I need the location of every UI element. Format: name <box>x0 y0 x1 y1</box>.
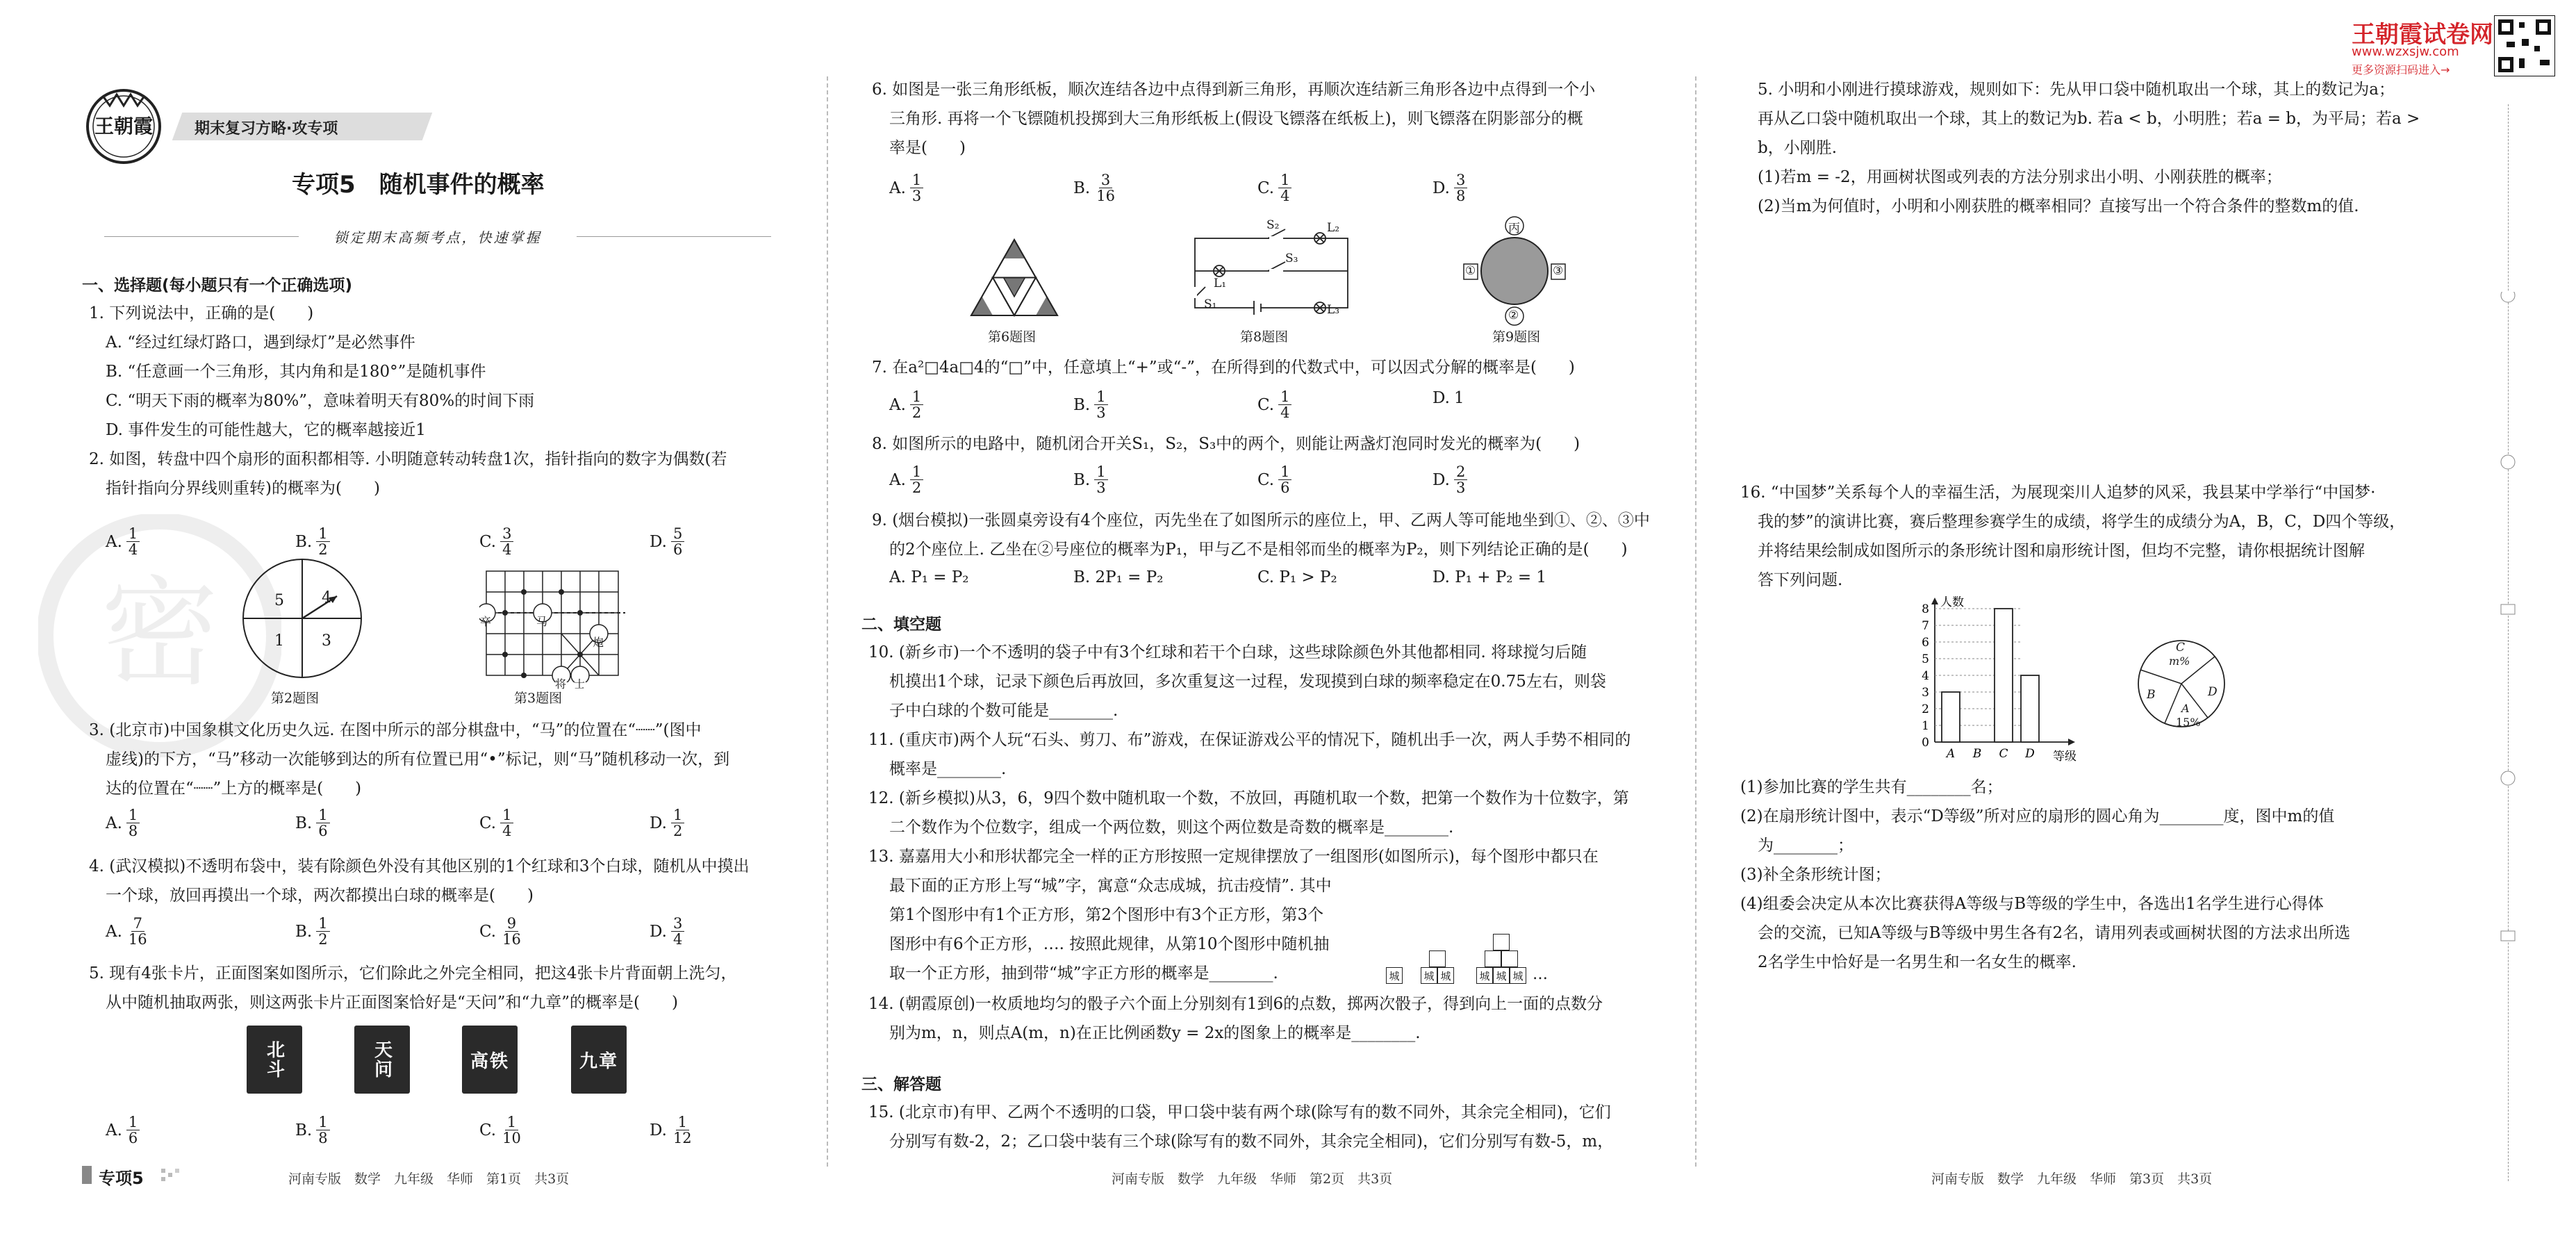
option-letter: A. <box>889 395 906 414</box>
chess-piece-jiang: 将 <box>555 677 567 691</box>
q16-sub-4a: (4)组委会决定从本次比赛获得A等级与B等级的学生中，各选出1名学生进行心得体 <box>1740 895 2324 913</box>
x-axis-label: 等级 <box>2053 750 2077 764</box>
q8-option-c <box>1257 464 1291 495</box>
y-tick-label: 7 <box>1922 619 1929 633</box>
option-fraction <box>500 916 523 947</box>
q13-line-2: 最下面的正方形上写“城”字，寓意“众志成城，抗击疫情”. 其中 <box>889 877 1332 895</box>
q13-line-5: 取一个正方形，抽到带“城”字正方形的概率是________. <box>889 964 1278 982</box>
option-fraction <box>910 464 923 495</box>
chess-piece-ma: 马 <box>536 615 548 628</box>
option-fraction <box>126 1114 140 1146</box>
pattern-square <box>1501 950 1518 967</box>
q3-line-1: 3. (北京市)中国象棋文化历史久远. 在图中所示的部分棋盘中，“马”的位置在“┈┈”(图中 <box>89 721 702 739</box>
q9-option-a: A. P₁ = P₂ <box>889 568 969 586</box>
q6-option-b <box>1073 172 1117 204</box>
option-fraction <box>316 916 329 947</box>
fraction-denominator: 3 <box>1096 479 1106 496</box>
seat-1: ① <box>1465 264 1476 278</box>
pattern-square <box>1493 934 1510 950</box>
fraction-denominator: 16 <box>502 931 521 948</box>
q8-option-d <box>1433 464 1467 495</box>
option-fraction <box>500 1114 523 1146</box>
pie-label-15: 15% <box>2176 716 2201 729</box>
pattern-ellipsis: … <box>1533 966 1548 983</box>
option-fraction <box>910 172 923 204</box>
fraction-numerator: 1 <box>316 916 329 932</box>
card-1 <box>247 1026 302 1094</box>
fraction-numerator: 1 <box>316 526 329 542</box>
option-value: 1 <box>1453 389 1464 407</box>
spinner-label-4: 4 <box>322 589 331 607</box>
fig2-caption: 第2题图 <box>271 691 320 706</box>
q11-line-1: 11. (重庆市)两个人玩“石头、剪刀、布”游戏，在保证游戏公平的情况下，随机出手一次，两人手势不相同的 <box>868 731 1631 749</box>
chess-piece-zu: 卒 <box>480 615 492 628</box>
option-letter: D. <box>1433 470 1450 489</box>
option-fraction <box>126 916 149 947</box>
card-3 <box>462 1026 518 1094</box>
brand-logo <box>82 83 165 167</box>
option-letter: A. <box>106 1121 122 1139</box>
fraction-numerator: 1 <box>126 526 140 542</box>
option-fraction <box>1094 464 1107 495</box>
spinner-label-1: 1 <box>274 632 284 650</box>
y-tick-label: 2 <box>1922 702 1929 716</box>
footer-page-2: 河南专版 数学 九年级 华师 第2页 共3页 <box>1112 1171 1393 1187</box>
q7-option-c <box>1257 389 1291 420</box>
y-tick-label: 5 <box>1922 652 1929 666</box>
q3-option-c <box>479 807 513 839</box>
q16-sub-4c: 2名学生中恰好是一名男生和一名女生的概率. <box>1758 953 2077 971</box>
fraction-denominator: 4 <box>502 823 512 839</box>
q15-cont-line-2: 再从乙口袋中随机取出一个球，其上的数记为b. 若a < b，小明胜；若a = b，为平局；若a > <box>1758 110 2420 128</box>
fraction-denominator: 4 <box>128 541 138 558</box>
pie-label-m: m% <box>2169 655 2190 668</box>
fraction-numerator: 1 <box>316 807 329 823</box>
circuit-label-l2: L₂ <box>1327 221 1340 235</box>
q10-line-1: 10. (新乡市)一个不透明的袋子中有3个红球和若干个白球，这些球除颜色外其他都相同. 将球搅匀后随 <box>868 643 1587 661</box>
q5-line-2: 从中随机抽取两张，则这两张卡片正面图案恰好是“天问”和“九章”的概率是( ) <box>106 994 678 1012</box>
fraction-numerator: 3 <box>500 526 513 542</box>
q9-option-d: D. P₁ + P₂ = 1 <box>1433 568 1547 586</box>
option-letter: A. <box>889 470 906 489</box>
fraction-numerator: 1 <box>1278 464 1291 480</box>
q9-option-c: C. P₁ > P₂ <box>1257 568 1337 586</box>
q9-line-1: 9. (烟台模拟)一张圆桌旁设有4个座位，丙先坐在了如图所示的座位上，甲、乙两人等可能地坐到①、②、③中 <box>872 511 1650 529</box>
option-letter: B. <box>295 922 313 941</box>
option-letter: B. <box>1073 179 1091 197</box>
card-label: 九章 <box>579 1051 618 1072</box>
fraction-numerator: 1 <box>676 1114 689 1130</box>
q4-line-1: 4. (武汉模拟)不透明布袋中，装有除颜色外没有其他区别的1个红球和3个白球，随机从中摸出 <box>89 857 750 875</box>
fig6-caption: 第6题图 <box>988 329 1037 345</box>
x-tick-label: A <box>1946 747 1956 761</box>
circuit-label-s1: S₁ <box>1204 297 1217 311</box>
fraction-denominator: 2 <box>672 823 683 839</box>
option-letter: A. <box>106 922 122 941</box>
spinner-label-3: 3 <box>322 632 331 650</box>
q3-option-b <box>295 807 330 839</box>
footer-page-3: 河南专版 数学 九年级 华师 第3页 共3页 <box>1931 1171 2213 1187</box>
y-tick-label: 4 <box>1922 669 1929 683</box>
q16-line-2: 我的梦”的演讲比赛，赛后整理参赛学生的成绩，将学生的成绩分为A，B，C，D四个等级， <box>1758 513 2406 531</box>
circuit-label-s2: S₂ <box>1266 218 1280 232</box>
pie-label-b: B <box>2147 688 2156 702</box>
fraction-denominator: 2 <box>911 479 922 496</box>
q16-line-3: 并将结果绘制成如图所示的条形统计图和扇形统计图，但均不完整，请你根据统计图解 <box>1758 542 2365 560</box>
option-letter: D. <box>650 814 667 832</box>
y-tick-label: 8 <box>1922 602 1929 616</box>
q4-option-c <box>479 916 523 947</box>
q10-line-2: 机摸出1个球，记录下颜色后再放回，多次重复这一过程，发现摸到白球的频率稳定在0.75左右，则袋 <box>889 673 1606 691</box>
q13-line-4: 图形中有6个正方形，…. 按照此规律，从第10个图形中随机抽 <box>889 935 1330 953</box>
watermark-note: 更多资源扫码进入→ <box>2352 63 2450 76</box>
fraction-numerator: 7 <box>131 916 145 932</box>
option-fraction <box>500 807 513 839</box>
brand-sub: 期末复习方略·攻专项 <box>195 120 338 138</box>
page-title: 专项5 随机事件的概率 <box>292 171 545 199</box>
q1-option-b: B. “任意画一个三角形，其内角和是180°”是随机事件 <box>106 363 486 381</box>
option-letter: B. <box>295 814 313 832</box>
column-divider-1 <box>827 76 828 1167</box>
q5-option-b <box>295 1114 330 1146</box>
spinner-figure <box>240 556 365 681</box>
fraction-denominator: 2 <box>318 541 328 558</box>
circuit-label-s3: S₃ <box>1285 252 1298 265</box>
fraction-denominator: 12 <box>672 1130 692 1146</box>
bar-C <box>1995 609 2013 742</box>
fraction-numerator: 5 <box>671 526 684 542</box>
tagline <box>104 229 771 246</box>
q3-line-2: 虚线)的下方，“马”移动一次能够到达的所有位置已用“•”标记，则“马”随机移动一次，到 <box>106 750 730 768</box>
pie-chart <box>2133 634 2230 738</box>
circuit-label-l1: L₁ <box>1214 277 1227 290</box>
q10-line-3: 子中白球的个数可能是________. <box>889 702 1118 720</box>
q5-option-a <box>106 1114 140 1146</box>
pattern-square <box>1429 950 1446 967</box>
fraction-numerator: 1 <box>126 807 140 823</box>
option-letter: B. <box>1073 470 1091 489</box>
watermark-site: 王朝霞试卷网 <box>2352 21 2493 49</box>
pattern-square: 城 <box>1437 967 1454 984</box>
pie-label-a: A <box>2181 702 2190 715</box>
fraction-denominator: 4 <box>672 931 683 948</box>
q6-line-1: 6. 如图是一张三角形纸板，顺次连结各边中点得到新三角形，再顺次连结新三角形各边中点得到一个小 <box>872 81 1596 99</box>
q2-option-d <box>650 526 684 557</box>
fig3-caption: 第3题图 <box>514 691 563 706</box>
q14-line-1: 14. (朝霞原创)一枚质地均匀的骰子六个面上分别刻有1到6的点数，掷两次骰子，得到向上一面的点数分 <box>868 995 1603 1013</box>
q16-sub-3: (3)补全条形统计图； <box>1740 866 1891 884</box>
fraction-denominator: 3 <box>1455 479 1466 496</box>
fraction-denominator: 4 <box>502 541 512 558</box>
q2-stem-2: 指针指向分界线则重转)的概率为( ) <box>106 479 380 497</box>
q4-option-b <box>295 916 330 947</box>
q6-option-d <box>1433 172 1467 204</box>
q1-option-d: D. 事件发生的可能性越大，它的概率越接近1 <box>106 421 426 439</box>
y-axis-label: 人数 <box>1940 596 1964 609</box>
fraction-numerator: 2 <box>1454 464 1467 480</box>
q12-line-2: 二个数作为个位数字，组成一个两位数，则这个两位数是奇数的概率是________. <box>889 818 1454 837</box>
q6-option-c <box>1257 172 1291 204</box>
tagline-text: 锁定期末高频考点，快速掌握 <box>333 229 542 246</box>
q12-line-1: 12. (新乡模拟)从3，6，9四个数中随机取一个数，不放回，再随机取一个数，把第一个数作为十位数字，第 <box>868 789 1629 807</box>
card-label: 天问 <box>371 1040 393 1079</box>
q9-option-b: B. 2P₁ = P₂ <box>1073 568 1164 586</box>
q13-line-1: 13. 嘉嘉用大小和形状都完全一样的正方形按照一定规律摆放了一组图形(如图所示)，每个图形中都只在 <box>868 848 1599 866</box>
fraction-denominator: 6 <box>672 541 683 558</box>
fraction-denominator: 8 <box>318 1130 328 1146</box>
option-fraction <box>910 389 923 420</box>
fraction-numerator: 1 <box>910 389 923 405</box>
fraction-denominator: 4 <box>1280 188 1290 204</box>
footer-tag-marker <box>82 1166 92 1184</box>
q15-cont-line-4: (1)若m = -2，用画树状图或列表的方法分别求出小明、小刚获胜的概率； <box>1758 168 2282 186</box>
option-letter: C. <box>479 814 497 832</box>
y-tick-label: 6 <box>1922 636 1929 650</box>
svg-text:密: 密 <box>100 565 220 702</box>
card-label: 北斗 <box>263 1040 285 1079</box>
q4-line-2: 一个球，放回再摸出一个球，两次都摸出白球的概率是( ) <box>106 887 534 905</box>
fraction-denominator: 16 <box>1096 188 1115 204</box>
q5-line-1: 5. 现有4张卡片，正面图案如图所示，它们除此之外完全相同，把这4张卡片背面朝上洗匀， <box>89 964 737 982</box>
triangle-figure <box>969 238 1059 318</box>
option-fraction <box>126 526 140 557</box>
option-letter: A. <box>106 814 122 832</box>
fraction-denominator: 8 <box>1455 188 1466 204</box>
q5-option-d <box>650 1114 694 1146</box>
option-fraction <box>500 526 513 557</box>
fraction-numerator: 1 <box>500 807 513 823</box>
q1-option-c: C. “明天下雨的概率为80%”，意味着明天有80%的时间下雨 <box>106 392 535 410</box>
chess-piece-shi: 士 <box>574 677 586 691</box>
q1-stem: 1. 下列说法中，正确的是( ) <box>89 304 314 322</box>
fraction-numerator: 1 <box>1094 464 1107 480</box>
q2-stem-1: 2. 如图，转盘中四个扇形的面积都相等. 小明随意转动转盘1次，指针指向的数字为偶数(若 <box>89 450 727 468</box>
fraction-numerator: 1 <box>910 172 923 188</box>
option-letter: C. <box>479 1121 497 1139</box>
q16-sub-2b: 为________； <box>1758 837 1853 855</box>
bar-chart <box>1907 596 2088 770</box>
section-fill-heading: 二、填空题 <box>861 616 941 634</box>
q1-option-a: A. “经过红绿灯路口，遇到绿灯”是必然事件 <box>106 334 415 352</box>
section-choice-heading: 一、选择题(每小题只有一个正确选项) <box>82 277 353 295</box>
fraction-numerator: 1 <box>505 1114 518 1130</box>
option-letter: B. <box>295 1121 313 1139</box>
pattern-square: 城 <box>1421 967 1437 984</box>
y-tick-label: 1 <box>1922 719 1929 733</box>
option-letter: C. <box>479 532 497 551</box>
fraction-denominator: 2 <box>318 931 328 948</box>
pattern-square: 城 <box>1510 967 1526 984</box>
q13-line-3: 第1个图形中有1个正方形，第2个图形中有3个正方形，第3个 <box>889 906 1324 924</box>
option-letter: C. <box>1257 179 1275 197</box>
option-fraction <box>671 1114 694 1146</box>
option-fraction <box>1094 172 1117 204</box>
option-fraction <box>316 1114 329 1146</box>
q16-sub-4b: 会的交流，已知A等级与B等级中男生各有2名，请用列表或画树状图的方法求出所选 <box>1758 924 2351 942</box>
footer-left-tag: 专项5 <box>99 1169 144 1188</box>
option-letter: D. <box>1433 179 1450 197</box>
q14-line-2: 别为m，n，则点A(m，n)在正比例函数y = 2x的图象上的概率是________. <box>889 1024 1421 1042</box>
spinner-label-5: 5 <box>274 592 284 609</box>
option-fraction <box>316 526 329 557</box>
fraction-denominator: 2 <box>911 404 922 421</box>
fraction-numerator: 1 <box>910 464 923 480</box>
q6-option-a <box>889 172 923 204</box>
x-axis-arrow <box>2068 739 2075 746</box>
card-2 <box>354 1026 410 1094</box>
q8-option-a <box>889 464 923 495</box>
footer-dots <box>161 1169 182 1185</box>
column-divider-2 <box>1695 76 1696 1167</box>
q5-option-c <box>479 1114 523 1146</box>
pie-label-d: D <box>2208 685 2218 699</box>
fraction-numerator: 1 <box>1094 389 1107 405</box>
q11-line-2: 概率是________. <box>889 760 1007 778</box>
section-solve-heading: 三、解答题 <box>861 1076 941 1094</box>
option-letter: A. <box>889 179 906 197</box>
fraction-denominator: 10 <box>502 1130 521 1146</box>
q6-line-3: 率是( ) <box>889 139 966 157</box>
x-tick-label: D <box>2025 747 2035 761</box>
chess-piece-pao: 炮 <box>593 636 604 649</box>
q8-option-b <box>1073 464 1108 495</box>
option-fraction <box>126 807 140 839</box>
option-fraction <box>1454 464 1467 495</box>
option-letter: D. <box>650 1121 667 1139</box>
option-fraction <box>1278 389 1291 420</box>
fig8-caption: 第8题图 <box>1240 329 1289 345</box>
option-fraction <box>1454 172 1467 204</box>
q15-cont-line-3: b，小刚胜. <box>1758 139 1838 157</box>
pattern-square: 城 <box>1476 967 1493 984</box>
option-letter: C. <box>1257 470 1275 489</box>
q7-stem: 7. 在a²□4a□4的“□”中，任意填上“+”或“-”，在所得到的代数式中，可以因式分解的概率是( ) <box>872 359 1575 377</box>
binding-marks <box>2498 292 2519 987</box>
fraction-numerator: 1 <box>316 1114 329 1130</box>
fraction-denominator: 6 <box>128 1130 138 1146</box>
fraction-denominator: 3 <box>1096 404 1106 421</box>
card-label: 高铁 <box>470 1051 509 1072</box>
fraction-denominator: 3 <box>911 188 922 204</box>
y-tick-label: 0 <box>1922 736 1929 750</box>
q2-option-b <box>295 526 330 557</box>
q2-option-c <box>479 526 513 557</box>
option-letter: D. <box>650 922 667 941</box>
fraction-numerator: 3 <box>671 916 684 932</box>
option-letter: B. <box>295 532 313 551</box>
pattern-square <box>1485 950 1501 967</box>
circuit-label-l3: L₃ <box>1327 303 1340 317</box>
option-letter: A. <box>106 532 122 551</box>
y-axis-arrow <box>1931 598 1938 604</box>
fraction-numerator: 1 <box>126 1114 140 1130</box>
circuit-figure <box>1184 218 1358 322</box>
q7-option-d <box>1433 389 1464 407</box>
pie-label-c: C <box>2176 641 2186 655</box>
bar-A <box>1942 692 1960 742</box>
fraction-denominator: 8 <box>128 823 138 839</box>
q15-cont-line-1: 5. 小明和小刚进行摸球游戏，规则如下：先从甲口袋中随机取出一个球，其上的数记为a； <box>1758 81 2395 99</box>
fraction-numerator: 1 <box>1278 389 1291 405</box>
fraction-denominator: 16 <box>128 931 147 948</box>
q3-line-3: 达的位置在“┈┈”上方的概率是( ) <box>106 780 362 798</box>
q7-option-b <box>1073 389 1108 420</box>
option-fraction <box>671 916 684 947</box>
chess-board-figure <box>479 564 625 691</box>
option-fraction <box>316 807 329 839</box>
fraction-numerator: 9 <box>505 916 518 932</box>
q4-option-d <box>650 916 684 947</box>
option-letter: C. <box>1257 395 1275 414</box>
option-letter: B. <box>1073 395 1091 414</box>
footer-page-1: 河南专版 数学 九年级 华师 第1页 共3页 <box>288 1171 570 1187</box>
round-table-figure <box>1462 215 1567 327</box>
fraction-numerator: 1 <box>1278 172 1291 188</box>
option-letter: D. <box>1433 389 1450 407</box>
bar-D <box>2021 675 2039 742</box>
q15-cont-line-5: (2)当m为何值时，小明和小刚获胜的概率相同？直接写出一个符合条件的整数m的值. <box>1758 197 2359 215</box>
qr-code-icon <box>2494 15 2555 76</box>
q6-line-2: 三角形. 再将一个飞镖随机投掷到大三角形纸板上(假设飞镖落在纸板上)，则飞镖落在阴影部分的概 <box>889 110 1583 128</box>
x-tick-label: B <box>1972 747 1982 761</box>
fraction-denominator: 6 <box>1280 479 1290 496</box>
q7-option-a <box>889 389 923 420</box>
seat-bing: 丙 <box>1508 222 1520 236</box>
seat-2: ② <box>1508 308 1519 322</box>
q8-stem: 8. 如图所示的电路中，随机闭合开关S₁，S₂，S₃中的两个，则能让两盏灯泡同时发光的概率为( ) <box>872 435 1580 453</box>
q16-sub-1: (1)参加比赛的学生共有________名； <box>1740 778 2003 796</box>
q3-option-d <box>650 807 684 839</box>
fraction-numerator: 3 <box>1099 172 1112 188</box>
y-tick-label: 3 <box>1922 686 1929 700</box>
option-fraction <box>1278 172 1291 204</box>
option-fraction <box>671 526 684 557</box>
option-letter: C. <box>479 922 497 941</box>
watermark-url: www.wzxsjw.com <box>2352 44 2459 59</box>
option-fraction <box>671 807 684 839</box>
q16-line-1: 16. “中国梦”关系每个人的幸福生活，为展现栾川人追梦的风采，我县某中学举行“中国梦· <box>1740 484 2376 502</box>
pattern-square: 城 <box>1493 967 1510 984</box>
option-fraction <box>1094 389 1107 420</box>
q16-sub-2a: (2)在扇形统计图中，表示“D等级”所对应的扇形的圆心角为________度，图中m的值 <box>1740 807 2335 825</box>
fig9-caption: 第9题图 <box>1492 329 1541 345</box>
fraction-numerator: 1 <box>671 807 684 823</box>
q4-option-a <box>106 916 149 947</box>
q16-line-4: 答下列问题. <box>1758 571 1843 589</box>
q15-line-2: 分别写有数-2，2；乙口袋中装有三个球(除写有的数不同外，其余完全相同)，它们分别写有数-5，m， <box>889 1133 1614 1151</box>
card-4 <box>571 1026 627 1094</box>
fraction-numerator: 3 <box>1454 172 1467 188</box>
q9-line-2: 的2个座位上. 乙坐在②号座位的概率为P₁，甲与乙不是相邻而坐的概率为P₂，则下列结论正确的是( ) <box>889 541 1628 559</box>
q2-option-a <box>106 526 140 557</box>
fraction-denominator: 6 <box>318 823 328 839</box>
q3-option-a <box>106 807 140 839</box>
option-fraction <box>1278 464 1291 495</box>
pattern-square: 城 <box>1386 967 1403 984</box>
fraction-denominator: 4 <box>1280 404 1290 421</box>
x-tick-label: C <box>1999 747 2008 761</box>
option-letter: D. <box>650 532 667 551</box>
q15-line-1: 15. (北京市)有甲、乙两个不透明的口袋，甲口袋中装有两个球(除写有的数不同外，其余完全相同)，它们 <box>868 1103 1611 1121</box>
brand-name: 王朝霞 <box>94 115 153 138</box>
seat-3: ③ <box>1553 264 1564 278</box>
